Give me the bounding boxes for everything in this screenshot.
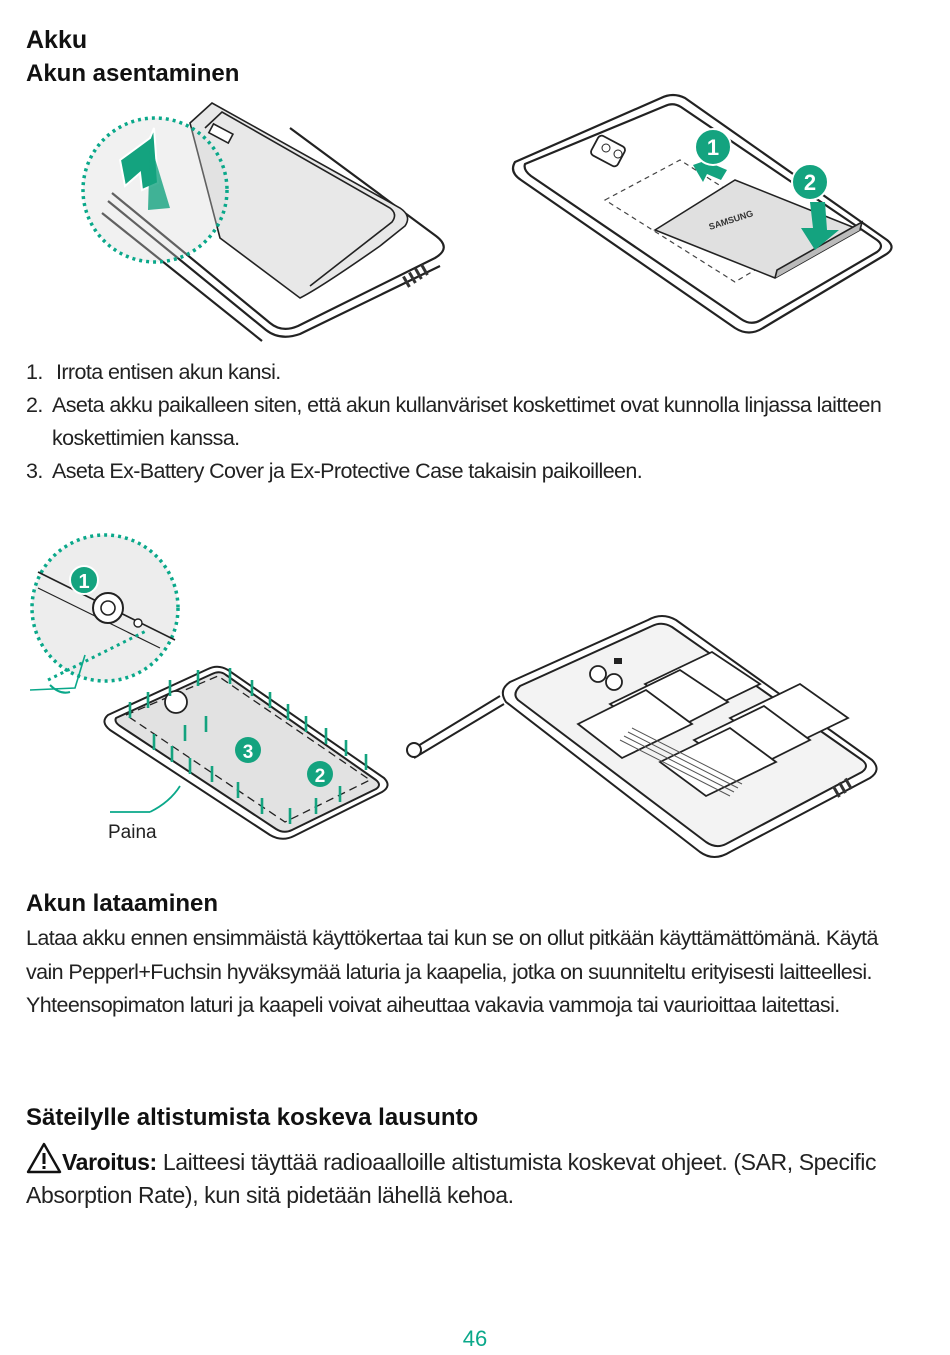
subsection-title-install: Akun asentaminen [26,60,240,87]
callout-1: 1 [706,135,720,160]
subsection-title-radiation: Säteilylle altistumista koskeva lausunto [26,1104,479,1131]
step-text: Aseta Ex-Battery Cover ja Ex-Protective Case takaisin paikoilleen. [52,459,643,483]
figure-remove-cover [50,98,470,343]
charging-paragraph: Lataa akku ennen ensimmäistä käyttökertaa tai kun se on ollut pitkään käyttämättömänä. Käytä vain Pepperl+Fuchsin hyväksymää laturia ja kaapelia, jotka on suunniteltu erityisesti laitteellesi. Yhteensopimaton laturi ja kaapeli voivat aiheuttaa vakavia vammoja tai vaurioittaa laitettasi. [26,926,878,1017]
section-title: Akku [26,26,88,54]
step-number: 3. [26,459,43,483]
press-label: Paina [108,822,157,843]
callout-2: 2 [803,170,817,195]
step-text: Aseta akku paikalleen siten, että akun kullanväriset koskettimet ovat kunnolla linjassa laitteen koskettimien kanssa. [52,393,882,450]
step-number: 1. [26,360,43,384]
callout-3: 3 [242,742,254,763]
warning-text: Laitteesi täyttää radioaalloille altistumista koskevat ohjeet. (SAR, Specific Absorption Rate), kun sitä pidetään lähellä kehoa. [26,1149,877,1208]
callout-2: 2 [314,766,326,787]
step-text: Irrota entisen akun kansi. [56,360,281,384]
install-steps-list [26,356,906,488]
list-item [26,356,906,389]
figure-insert-battery [505,90,900,340]
list-item [26,455,906,488]
figure-tablet-with-case [400,612,885,860]
step-number: 2. [26,393,43,417]
callout-1: 1 [78,571,90,593]
warning-label: Varoitus: [62,1149,157,1175]
warning-triangle-icon [26,1142,62,1174]
subsection-title-charging: Akun lataaminen [26,890,219,917]
battery-brand-label: SAMSUNG [707,208,755,232]
figure-press-cover [30,530,400,850]
list-item [26,389,906,455]
page-number: 46 [462,1326,488,1351]
warning-paragraph [26,1142,916,1212]
